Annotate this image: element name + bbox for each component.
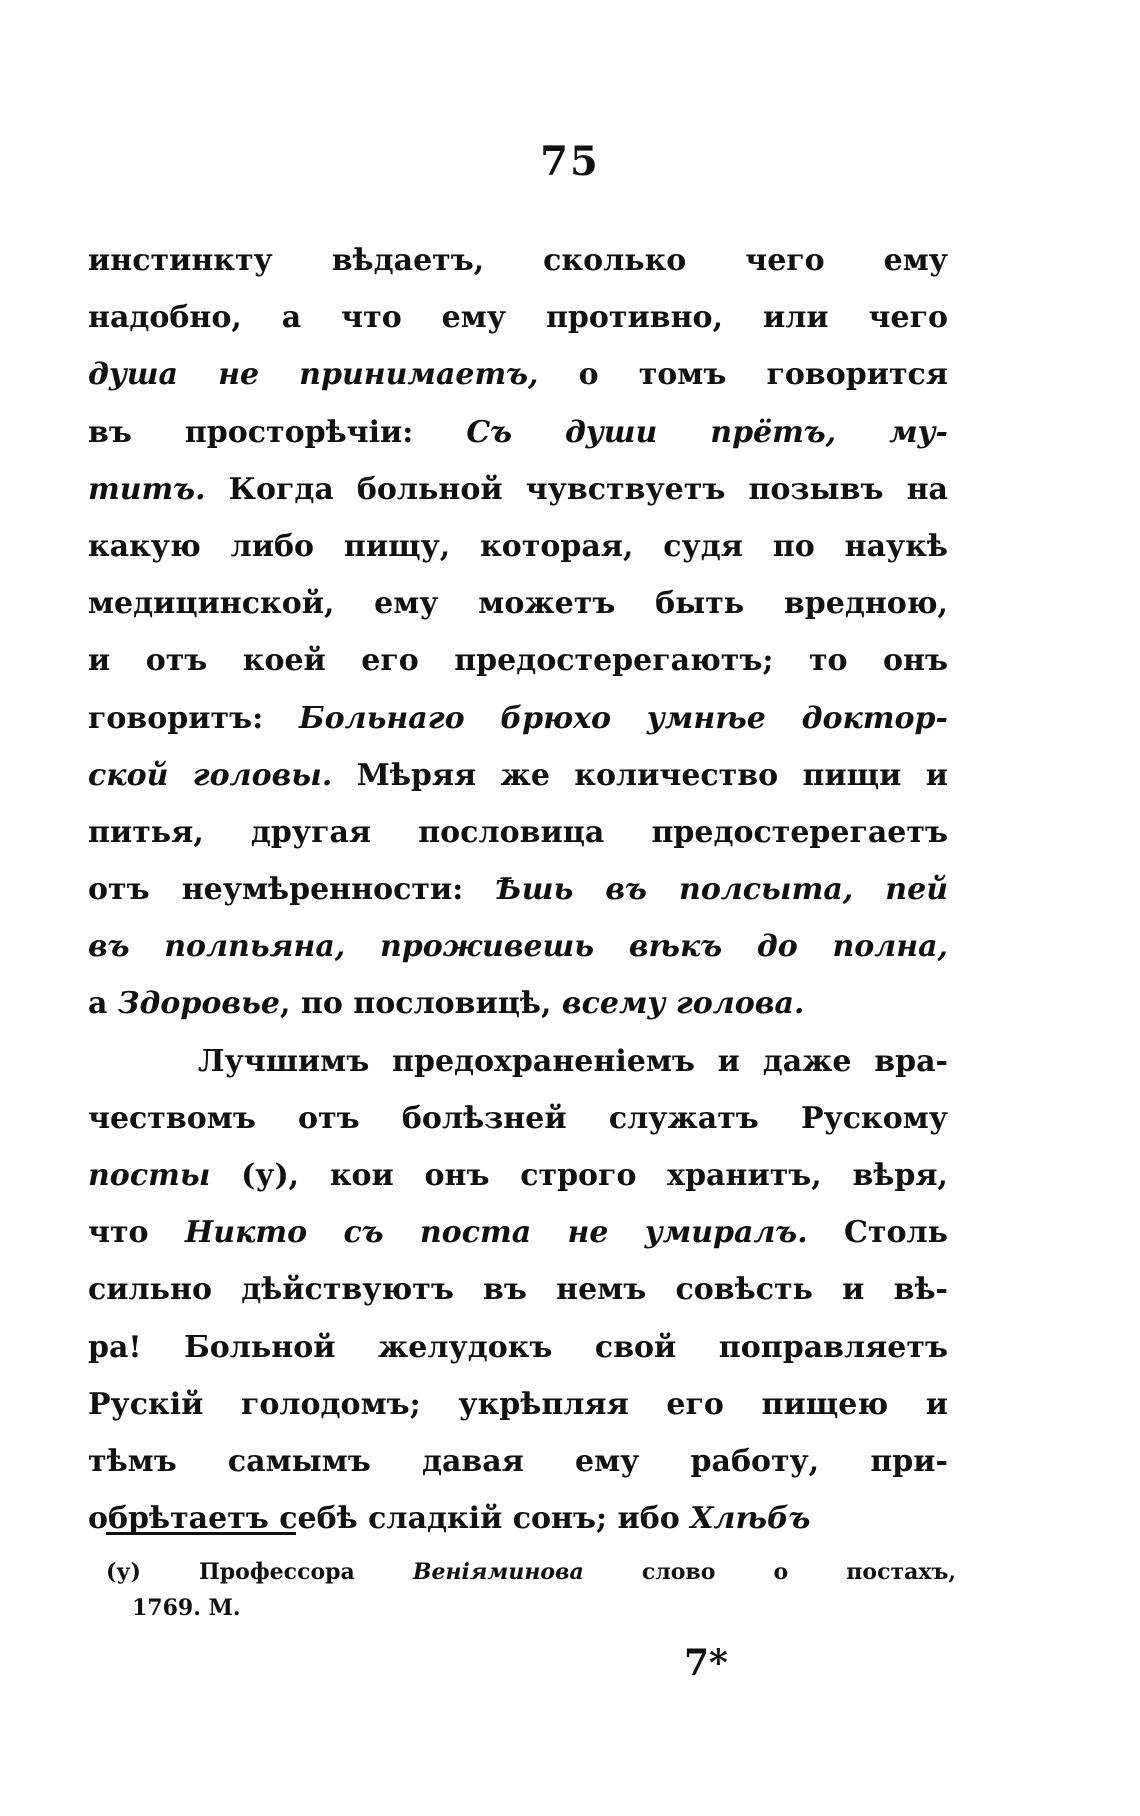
text-segment: инстинкту вѣдаетъ, сколько чего ему bbox=[88, 243, 948, 278]
text-segment: о томъ говорится bbox=[538, 357, 948, 393]
text-segment: медицинской, ему можетъ быть вредною, bbox=[88, 586, 948, 622]
text-segment: питья, другая пословица предостерегаетъ bbox=[88, 814, 948, 850]
text-line bbox=[88, 918, 948, 975]
main-text bbox=[88, 232, 948, 1547]
text-line bbox=[88, 1147, 948, 1204]
text-line bbox=[88, 1261, 948, 1318]
text-segment: а bbox=[88, 986, 118, 1022]
italic-text: Больнаго брюхо умнѣе доктор- bbox=[299, 700, 948, 736]
page-number: 75 bbox=[540, 138, 600, 185]
italic-text: Хлѣбъ bbox=[690, 1501, 811, 1537]
italic-text: Съ души прётъ, му- bbox=[466, 414, 948, 450]
text-line bbox=[88, 1376, 948, 1433]
text-line bbox=[88, 804, 948, 861]
text-line bbox=[88, 518, 948, 575]
text-line bbox=[88, 975, 948, 1032]
text-segment: Рускій голодомъ; укрѣпляя его пищею и bbox=[88, 1386, 948, 1422]
text-line bbox=[88, 861, 948, 918]
text-line bbox=[88, 232, 948, 289]
text-line bbox=[88, 632, 948, 689]
text-segment: чествомъ отъ болѣзней служатъ Рускому bbox=[88, 1100, 948, 1136]
text-segment: говоритъ: bbox=[88, 700, 299, 736]
text-segment: сильно дѣйствуютъ въ немъ совѣсть и вѣ- bbox=[88, 1272, 948, 1308]
italic-text: въ полпьяна, проживешь вѣкъ до полна, bbox=[88, 929, 948, 965]
text-line bbox=[88, 346, 948, 403]
text-line bbox=[88, 575, 948, 632]
text-segment: въ просторѣчіи: bbox=[88, 414, 467, 450]
text-segment: , по пословицѣ, bbox=[279, 986, 562, 1022]
italic-text: Веніяминова bbox=[412, 1559, 584, 1585]
text-segment: тѣмъ самымъ давая ему работу, при- bbox=[88, 1443, 948, 1479]
text-segment: Мѣряя же количество пищи и bbox=[332, 757, 948, 793]
italic-text: Ѣшь въ полсыта, пей bbox=[495, 872, 948, 908]
italic-text: посты bbox=[88, 1158, 211, 1193]
footnote-line-1 bbox=[106, 1554, 956, 1590]
text-line bbox=[88, 1490, 948, 1547]
text-line bbox=[88, 461, 948, 518]
text-line bbox=[88, 404, 948, 461]
signature-mark: 7* bbox=[684, 1642, 728, 1684]
text-line bbox=[88, 1204, 948, 1261]
italic-text: Никто съ поста не умиралъ. bbox=[184, 1215, 808, 1251]
footnote bbox=[106, 1554, 956, 1626]
text-segment: Когда больной чувствуетъ позывъ на bbox=[205, 471, 948, 507]
text-line bbox=[88, 1033, 948, 1090]
text-segment: надобно, а что ему противно, или чего bbox=[88, 300, 948, 336]
text-line bbox=[88, 289, 948, 346]
text-segment: какую либо пищу, которая, судя по наукѣ bbox=[88, 528, 948, 564]
italic-text: Здоровье bbox=[117, 986, 280, 1022]
italic-text: душа не принимаетъ, bbox=[88, 357, 539, 393]
text-segment: Лучшимъ предохраненіемъ и даже вра- bbox=[198, 1043, 948, 1079]
italic-text: всему голова. bbox=[561, 986, 805, 1022]
text-segment: (у), кои онъ строго хранитъ, вѣря, bbox=[210, 1158, 948, 1193]
text-segment: ра! Больной желудокъ свой поправляетъ bbox=[88, 1329, 948, 1365]
text-line bbox=[88, 1319, 948, 1376]
text-segment: что bbox=[88, 1215, 185, 1251]
text-line bbox=[88, 1433, 948, 1490]
text-segment: обрѣтаетъ себѣ сладкій сонъ; ибо bbox=[88, 1501, 691, 1537]
text-segment: слово о постахъ, bbox=[583, 1559, 956, 1585]
italic-text: ской головы. bbox=[88, 757, 333, 793]
footnote-divider bbox=[106, 1532, 296, 1535]
text-segment: (у) Профессора bbox=[106, 1559, 413, 1585]
text-line bbox=[88, 1090, 948, 1147]
text-segment: и отъ коей его предостерегаютъ; то онъ bbox=[88, 643, 948, 679]
text-segment: Столь bbox=[807, 1215, 948, 1251]
text-segment: отъ неумѣренности: bbox=[88, 872, 496, 908]
footnote-line-2: 1769. М. bbox=[132, 1595, 241, 1621]
text-line bbox=[88, 690, 948, 747]
text-line bbox=[88, 747, 948, 804]
italic-text: титъ. bbox=[88, 471, 206, 507]
